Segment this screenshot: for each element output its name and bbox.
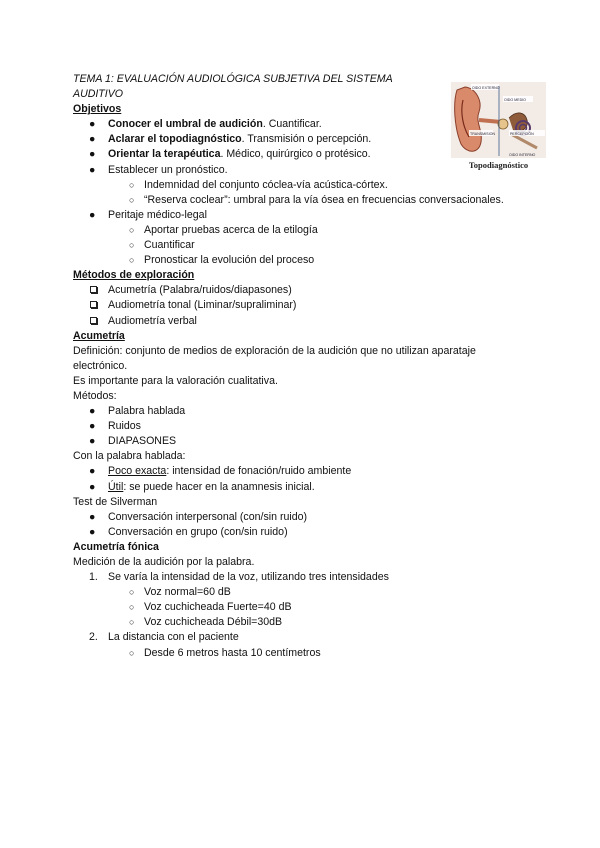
- sub-list-item: ○ Voz cuchicheada Fuerte=40 dB: [129, 601, 292, 614]
- checklist-item: Audiometría verbal: [73, 314, 543, 329]
- label-oido-medio: OIDO MEDIO: [504, 98, 526, 102]
- sub-list-item: ○ “Reserva coclear”: umbral para la vía ósea en frecuencias conversacionales.: [129, 193, 504, 206]
- sub-list-item: ○ Aportar pruebas acerca de la etilogía: [129, 223, 318, 236]
- sub-list-item: ○ Voz cuchicheada Débil=30dB: [129, 616, 283, 629]
- acumetria-heading: Acumetría: [73, 329, 125, 342]
- list-item: ● Establecer un pronóstico.: [89, 163, 228, 176]
- sub-list-item: ○ Desde 6 metros hasta 10 centímetros: [129, 646, 321, 659]
- list-item: ● Ruidos: [89, 420, 141, 433]
- checkbox-icon: [90, 301, 97, 308]
- metodos-label: Métodos:: [73, 389, 117, 402]
- checkbox-icon: [90, 286, 97, 293]
- checkbox-icon: [90, 317, 97, 324]
- document-body: [73, 72, 543, 661]
- palabra-label: Con la palabra hablada:: [73, 450, 186, 463]
- numbered-item: 1. Se varía la intensidad de la voz, utilizando tres intensidades: [89, 571, 389, 584]
- metodos-heading: Métodos de exploración: [73, 269, 195, 282]
- fonica-intro: Medición de la audición por la palabra.: [73, 556, 255, 568]
- checklist-item: Acumetría (Palabra/ruidos/diapasones): [73, 283, 543, 298]
- acumetria-importante: Es importante para la valoración cualitativa.: [73, 374, 278, 387]
- objetivos-heading: Objetivos: [73, 103, 122, 116]
- list-item: ● Conversación en grupo (con/sin ruido): [89, 525, 288, 538]
- label-percepcion: PERCEPCIÓN: [510, 132, 534, 136]
- label-oido-externo: OIDO EXTERNO: [472, 86, 500, 90]
- list-item: ● Poco exacta: intensidad de fonación/ruido ambiente: [89, 465, 352, 478]
- list-item: ● Útil: se puede hacer en la anamnesis inicial.: [89, 480, 315, 493]
- list-item: ● Conocer el umbral de audición. Cuantificar.: [89, 118, 322, 131]
- sub-list-item: ○ Cuantificar: [129, 239, 195, 252]
- acumetria-definicion: Definición: conjunto de medios de exploración de la audición que no utilizan aparataje electrónico.: [73, 344, 476, 372]
- list-item: ● Conversación interpersonal (con/sin ruido): [89, 510, 308, 523]
- list-item: ● Palabra hablada: [89, 405, 186, 418]
- list-item: ● DIAPASONES: [89, 435, 177, 448]
- sub-list-item: ○ Indemnidad del conjunto cóclea-vía acústica-córtex.: [129, 178, 388, 191]
- sub-list-item: ○ Voz normal=60 dB: [129, 586, 231, 599]
- checklist-item: Audiometría tonal (Liminar/supraliminar): [73, 298, 543, 313]
- figure-caption: Topodiagnóstico: [468, 160, 529, 170]
- silverman-label: Test de Silverman: [73, 495, 158, 508]
- numbered-item: 2. La distancia con el paciente: [89, 631, 239, 644]
- document-title: TEMA 1: EVALUACIÓN AUDIOLÓGICA SUBJETIVA DEL SISTEMA AUDITIVO: [73, 73, 393, 101]
- list-item: ● Orientar la terapéutica. Médico, quirúrgico o protésico.: [89, 148, 371, 161]
- sub-list-item: ○ Pronosticar la evolución del proceso: [129, 254, 315, 267]
- fonica-heading: Acumetría fónica: [73, 540, 159, 553]
- label-oido-interno: OIDO INTERNO: [509, 153, 536, 157]
- list-item: ● Peritaje médico-legal: [89, 208, 207, 221]
- label-transmision: TRANSMISION: [470, 132, 495, 136]
- list-item: ● Aclarar el topodiagnóstico. Transmisión o percepción.: [89, 133, 372, 146]
